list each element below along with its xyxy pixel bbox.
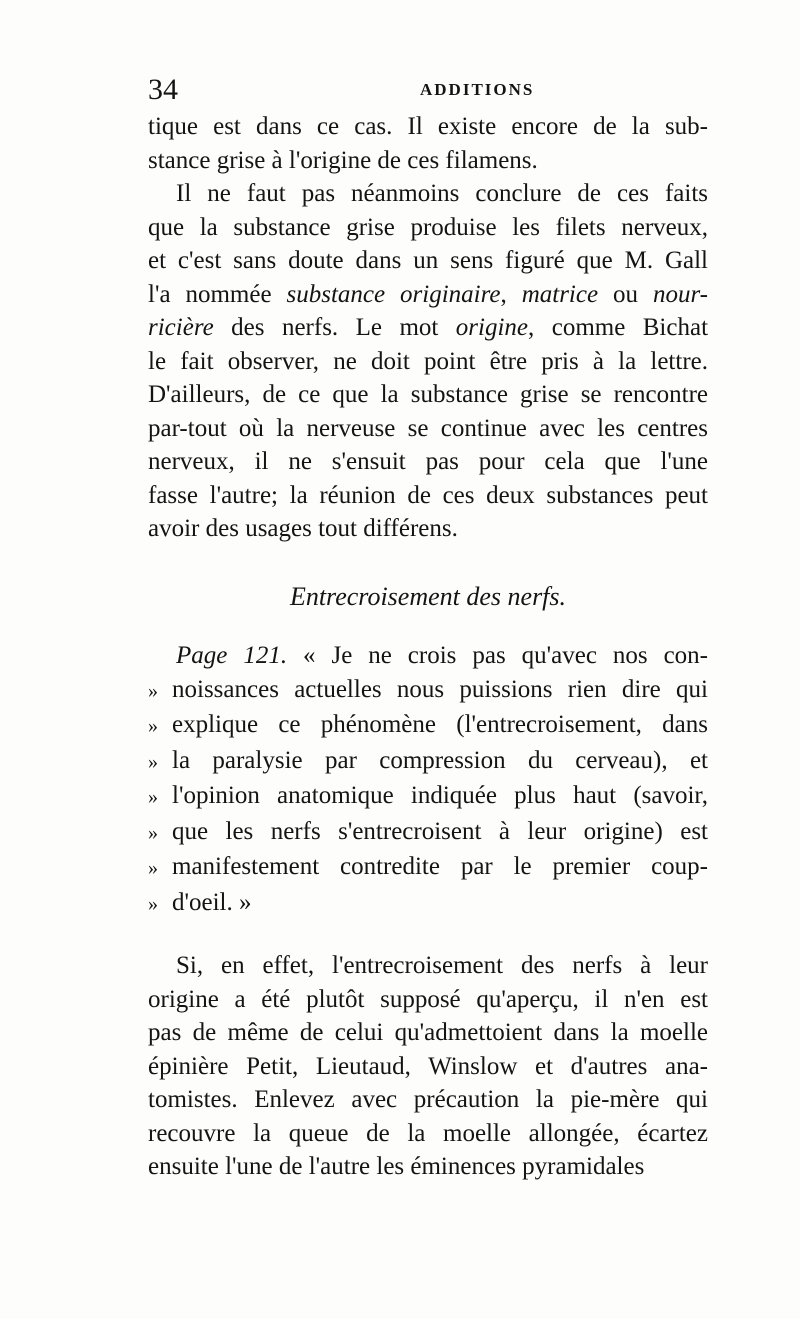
text-line: ensuite l'une de l'autre les éminences pyramidales: [148, 1153, 645, 1180]
text-line: l'a nommée substance originaire, matrice ou nour-: [148, 280, 709, 308]
text-line: tomistes. Enlevez avec précaution la pie-mère qui: [148, 1086, 708, 1113]
continuation-guillemet: »: [148, 679, 158, 702]
text-line: Si, en effet, l'entrecroisement des nerfs à leur: [176, 952, 708, 979]
text-line: nerveux, il ne s'ensuit pas pour cela que l'une: [148, 448, 708, 475]
page-reference: Page 121.: [176, 642, 288, 669]
text-line: » explique ce phénomène (l'entrecroisement, dans: [148, 708, 708, 744]
text-line: tique est dans ce cas. Il existe encore de la sub-: [148, 113, 708, 140]
text-line: recouvre la queue de la moelle allongée, écartez: [148, 1119, 708, 1147]
italic-term: origine: [455, 314, 529, 341]
text-line: pas de même de celui qu'admettoient dans la moelle: [148, 1019, 708, 1046]
text-line: » la paralysie par compression du cerveau), et: [148, 744, 708, 780]
italic-term: nour-: [652, 280, 709, 308]
paragraph-2: [148, 177, 708, 546]
text-line: fasse l'autre; la réunion de ces deux substances peut: [148, 481, 708, 509]
text-line: par-tout où la nerveuse se continue avec les centres: [148, 414, 708, 442]
continuation-guillemet: »: [148, 892, 158, 915]
text-line: Page 121. « Je ne crois pas qu'avec nos con-: [176, 642, 708, 669]
text-line: que la substance grise produise les filets nerveux,: [148, 213, 708, 241]
italic-term: ricière: [148, 314, 214, 341]
text-line: avoir des usages tout différens.: [148, 515, 458, 542]
continuation-guillemet: »: [148, 821, 158, 844]
paragraph-3: [148, 949, 708, 1184]
body-text: [148, 110, 708, 1184]
text-line: origine a été plutôt supposé qu'aperçu, il n'en est: [148, 985, 708, 1013]
text-line: stance grise à l'origine de ces filamens.: [148, 146, 538, 174]
text-line: » que les nerfs s'entrecroisent à leur origine) est: [148, 815, 708, 851]
text-line: ricière des nerfs. Le mot origine, comme Bichat: [148, 314, 709, 341]
text-line: épinière Petit, Lieutaud, Winslow et d'autres ana-: [148, 1052, 708, 1080]
quotation: [148, 639, 708, 921]
italic-term: matrice: [521, 280, 599, 308]
text-line: et c'est sans doute dans un sens figuré que M. Gall: [148, 247, 708, 274]
running-head: ADDITIONS: [420, 80, 535, 99]
continuation-guillemet: »: [148, 715, 158, 737]
page-number: 34: [148, 73, 178, 106]
italic-term: substance originaire: [286, 280, 501, 308]
continuation-guillemet: »: [148, 750, 158, 773]
paragraph-gap: [148, 921, 708, 949]
paragraph-1: [148, 110, 708, 177]
text-line: » manifestement contredite par le premier coup-: [148, 850, 708, 886]
text-line: le fait observer, ne doit point être pris à la lettre.: [148, 347, 708, 375]
text-line: » l'opinion anatomique indiquée plus haut (savoir,: [148, 779, 708, 815]
continuation-guillemet: »: [148, 786, 158, 808]
section-heading: Entrecroisement des nerfs.: [289, 581, 567, 611]
text-line: » d'oeil. »: [148, 886, 708, 922]
page-header: [148, 72, 708, 112]
text-line: D'ailleurs, de ce que la substance grise se rencontre: [148, 381, 708, 408]
continuation-guillemet: »: [148, 857, 158, 879]
text-line: » noissances actuelles nous puissions rien dire qui: [148, 673, 708, 709]
text-line: Il ne faut pas néanmoins conclure de ces faits: [176, 180, 708, 207]
